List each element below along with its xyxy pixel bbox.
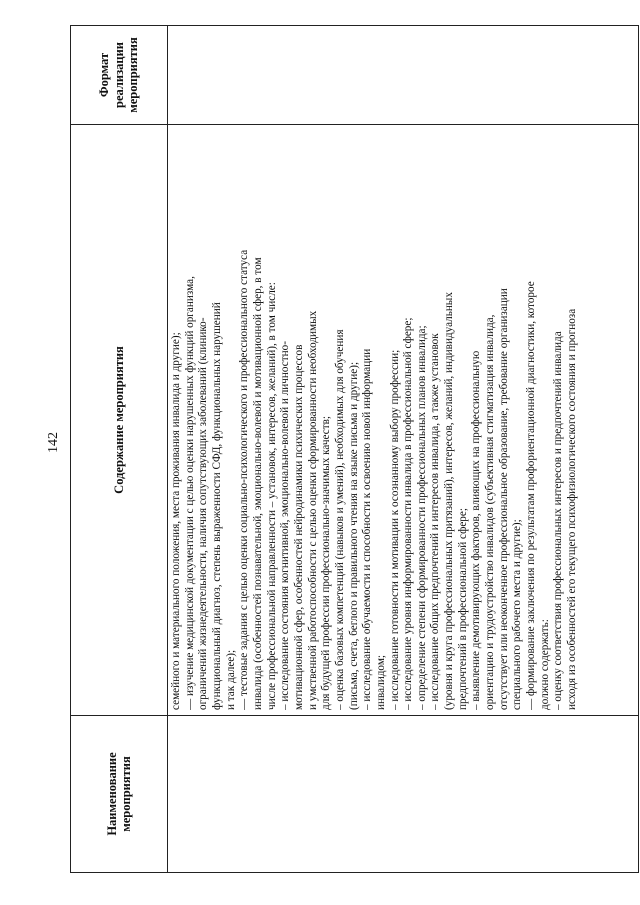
content-line: и умственной работоспособности с целью оценки сформированности необходимых bbox=[306, 310, 319, 710]
content-line: – исследование обучаемости и способности к освоению новой информации bbox=[361, 348, 374, 710]
content-line: (уровня и круга профессиональных притязаний), интересов, желаний, индивидуальных bbox=[443, 292, 456, 710]
content-line: – выявление демотивирующих факторов, влияющих на профессиональную bbox=[470, 350, 483, 710]
content-line: — тестовые задания с целью оценки социально-психологического и профессионального статуса bbox=[238, 249, 251, 710]
content-line: – определение степени сформированности профессиональных планов инвалида; bbox=[415, 325, 428, 710]
content-line: инвалидом; bbox=[374, 654, 387, 710]
content-line: – исследование готовности и мотивации к осознанному выбору профессии; bbox=[388, 349, 401, 710]
content-line: и так далее); bbox=[224, 649, 237, 710]
content-line: мотивационной сфер, особенностей нейродинамики психических процессов bbox=[292, 344, 305, 710]
content-line: должно содержать: bbox=[538, 619, 551, 710]
content-line: ориентацию и трудоустройство инвалидов (субъективная стигматизация инвалида, bbox=[484, 314, 497, 710]
content-line: инвалида (особенностей познавательной, эмоционально-волевой и мотивационной сфер, в том bbox=[251, 257, 264, 710]
activity-content-cell bbox=[168, 125, 639, 716]
activities-table bbox=[70, 25, 639, 873]
activity-name-cell bbox=[168, 716, 639, 873]
header-activity-name: Наименование мероприятия bbox=[71, 716, 168, 873]
activity-format-cell bbox=[168, 26, 639, 125]
content-line: числе профессиональной направленности – установок, интересов, желаний), в том числе: bbox=[265, 282, 278, 710]
page-number: 142 bbox=[46, 432, 61, 453]
content-line: ограничений жизнедеятельности, наличия сопутствующих заболеваний (клинико- bbox=[197, 317, 210, 710]
content-line: – исследование состояния когнитивной, эмоционально-волевой и личностно- bbox=[279, 341, 292, 710]
content-line: – оценку соответствия профессиональных интересов и предпочтений инвалида bbox=[552, 331, 565, 710]
content-line: – исследование общих предпочтений и интересов инвалида, а также установок bbox=[429, 333, 442, 710]
content-line: функциональный диагноз, степень выраженности СФД, функциональных нарушений bbox=[210, 302, 223, 710]
content-line: семейного и материального положения, места проживания инвалида и другие); bbox=[170, 332, 182, 710]
header-activity-format: Формат реализации мероприятия bbox=[71, 26, 168, 125]
table-row bbox=[168, 26, 639, 873]
content-line: предпочтений в профессиональной сфере; bbox=[456, 508, 469, 710]
content-line: исходя из особенностей его текущего психофизиологического состояния и прогноза bbox=[566, 308, 579, 710]
content-line: – оценка базовых компетенций (навыков и умений), необходимых для обучения bbox=[333, 329, 346, 710]
content-line: специального рабочего места и другие); bbox=[511, 519, 524, 710]
content-line: (письма, счета, беглого и правильного чтения на языке письма и другие); bbox=[347, 361, 360, 710]
content-line: — формирование заключения по результатам профориентационной диагностики, которое bbox=[525, 281, 538, 710]
content-line: для будущей профессии профессионально-значимых качеств; bbox=[320, 415, 333, 710]
content-line: — изучение медицинской документации с целью оценки нарушенных функций организма, bbox=[183, 276, 196, 710]
header-row bbox=[71, 26, 168, 873]
content-line: отсутствует или неоконченное профессиональное образование, требование организации bbox=[497, 288, 510, 710]
rotated-page bbox=[36, 26, 639, 873]
content-line: – исследование уровня информированности инвалида в профессиональной сфере; bbox=[402, 317, 415, 710]
header-activity-content: Содержание мероприятия bbox=[71, 125, 168, 716]
